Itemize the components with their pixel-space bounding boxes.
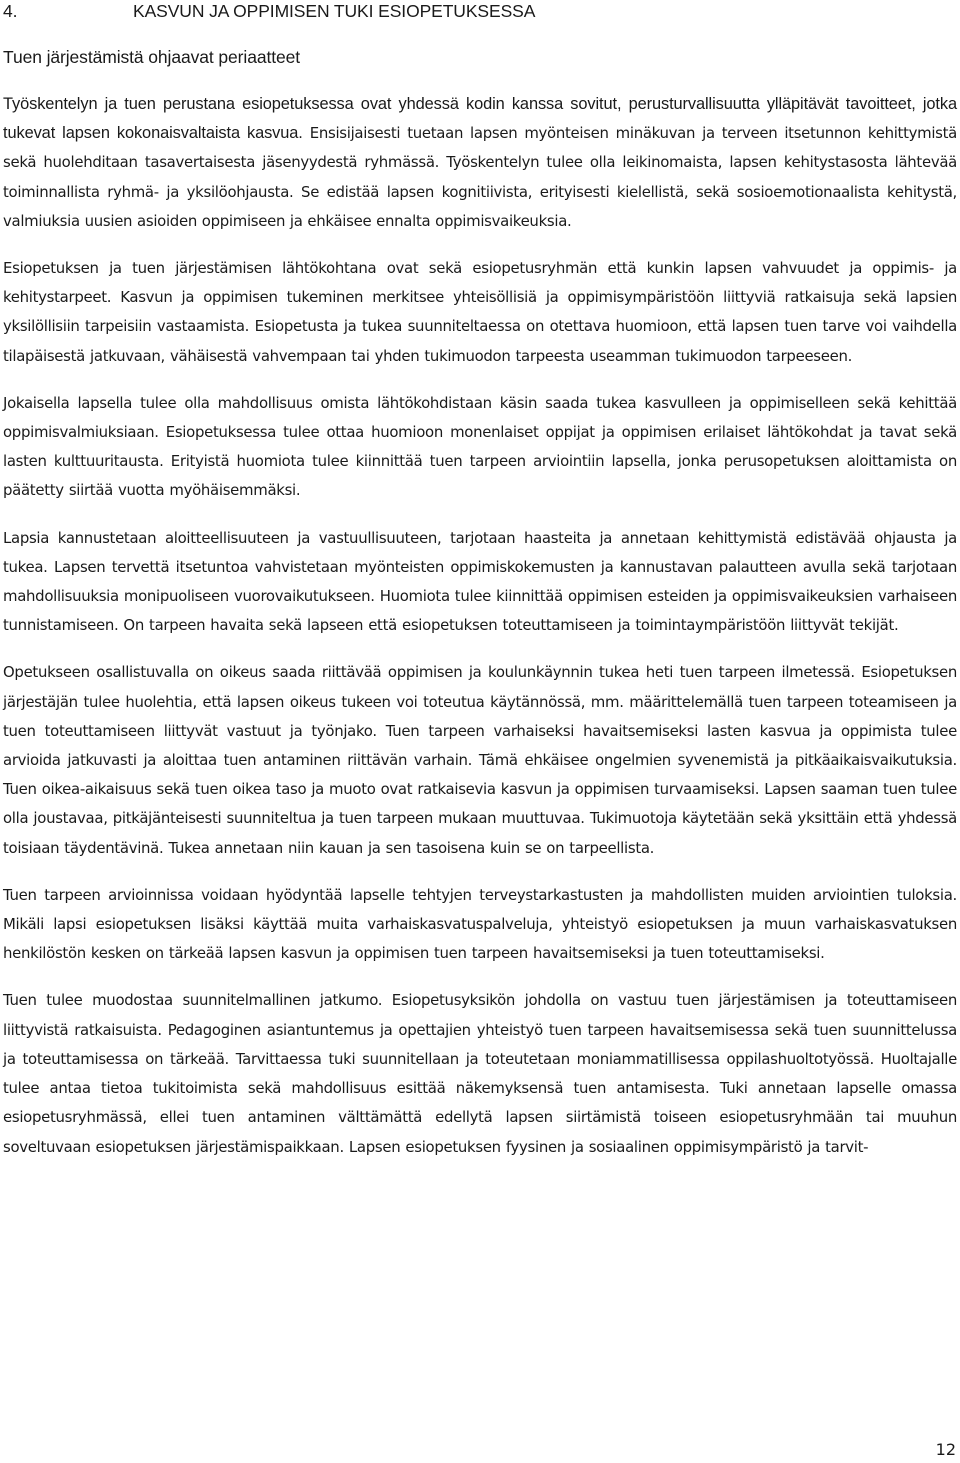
chapter-title: KASVUN JA OPPIMISEN TUKI ESIOPETUKSESSA (133, 1, 536, 21)
paragraph-2: Esiopetuksen ja tuen järjestämisen lähtökohtana ovat sekä esiopetusryhmän että kunkin lapsen vahvuudet ja oppimis- ja kehitystarpeet. Kasvun ja oppimisen tukeminen merkitsee yhteisöllisiä ja oppimisympäristöön liittyviä ratkaisuja sekä lapsien yksilöllisiin tarpeisiin vastaamista. Esiopetusta ja tukea suunniteltaessa on otettava huomioon, että lapsen tuen tarve voi vaihdella tilapäisestä jatkuvaan, vähäisestä vahvempaan tai yhden tukimuodon tarpeesta useamman tukimuodon tarpeeseen. (3, 259, 957, 365)
paragraph-1-body: Ensisijaisesti tuetaan lapsen myönteisen minäkuvan ja terveen itsetunnon kehittymistä sekä huolehditaan tasavertaisesta jäsenyydestä ryhmässä. Työskentelyn tulee olla leikinomaista, lapsen kehitystasosta lähtevää toiminnallista ryhmä- ja yksilöohjausta. Se edistää lapsen kognitiivista, erityisesti kielellistä, sekä sosioemotionaalista kehitystä, valmiuksia uusien asioiden oppimiseen ja ehkäisee ennalta oppimisvaikeuksia. (3, 124, 957, 230)
paragraph-1 (3, 90, 957, 236)
paragraph-3: Jokaisella lapsella tulee olla mahdollisuus omista lähtökohdistaan käsin saada tukea kasvulleen ja oppimiselleen sekä kehittää oppimisvalmiuksiaan. Esiopetuksessa tulee ottaa huomioon monenlaiset oppijat ja oppimisen erilaiset lähtökohdat ja tavat sekä lasten kulttuuritausta. Erityistä huomiota tulee kiinnittää tuen tarpeen arviointiin lapsella, jonka perusopetuksen aloittamista on päätetty siirtää vuotta myöhäisemmäksi. (3, 393, 957, 500)
paragraph-7: Tuen tulee muodostaa suunnitelmallinen jatkumo. Esiopetusyksikön johdolla on vastuu tuen järjestämisen ja toteuttamiseen liittyvistä ratkaisuista. Pedagoginen asiantuntemus ja opettajien yhteistyö tuen tarpeen havaitsemisessa sekä tuen suunnittelussa ja toteuttamisessa on tärkeää. Tarvittaessa tuki suunnitellaan ja toteutetaan moniammatillisessa oppilashuoltotyössä. Huoltajalle tulee antaa tietoa tukitoimista sekä mahdollisuus esittää näkemyksensä tuen antamisesta. Tuki annetaan lapselle omassa esiopetusryhmässä, ellei tuen antaminen välttämättä edellytä lapsen siirtämistä toiseen esiopetusryhmään tai muuhun soveltuvaan esiopetuksen järjestämispaikkaan. Lapsen esiopetuksen fyysinen ja sosiaalinen oppimisympäristö ja tarvit- (3, 991, 957, 1156)
paragraph-4: Lapsia kannustetaan aloitteellisuuteen ja vastuullisuuteen, tarjotaan haasteita ja annetaan kehittymistä edistävää ohjausta ja tukea. Lapsen tervettä itsetuntoa vahvistetaan myönteisten oppimiskokemusten ja kannustavan palautteen avulla sekä tarjotaan mahdollisuuksia monipuoliseen vuorovaikutukseen. Huomiota tulee kiinnittää oppimisen esteiden ja oppimisvaikeuksien varhaiseen tunnistamiseen. On tarpeen havaita sekä lapseen että esiopetuksen toteuttamiseen ja toimintaympäristöön liittyvät tekijät. (3, 528, 957, 635)
paragraph-6: Tuen tarpeen arvioinnissa voidaan hyödyntää lapselle tehtyjen terveystarkastusten ja mahdollisten muiden arviointien tuloksia. Mikäli lapsi esiopetuksen lisäksi käyttää muita varhaiskasvatuspalveluja, yhteistyö esiopetuksen ja muun varhaiskasvatuksen henkilöstön kesken on tärkeää lapsen kasvun ja oppimisen tuen tarpeen havaitsemiseksi ja tuen toteuttamiseksi. (3, 885, 957, 963)
paragraph-5: Opetukseen osallistuvalla on oikeus saada riittävää oppimisen ja koulunkäynnin tukea heti tuen tarpeen ilmetessä. Esiopetuksen järjestäjän tulee huolehtia, että lapsen oikeus tukeen voi toteutua käytännössä, mm. määrittelemällä tuen tarpeen toteamiseen ja tuen toteuttamiseen liittyvät vastuut ja työnjako. Tuen tarpeen varhaiseksi havaitsemiseksi lasten kasvua ja oppimista tulee arvioida jatkuvasti ja aloittaa tuen antaminen riittävän varhain. Tämä ehkäisee ongelmien syvenemistä ja pitkäaikaisvaikutuksia. Tuen oikea-aikaisuus sekä tuen oikea taso ja muoto ovat ratkaisevia kasvun ja oppimisen turvaamiseksi. Lapsen saaman tuen tulee olla joustavaa, pitkäjänteisesti suunniteltua ja tuen tarpeen mukaan muuttuvaa. Tukimuotoja käytetään sekä yksittäin että yhdessä toisiaan täydentävinä. Tukea annetaan niin kauan ja sen tasoisena kuin se on tarpeellista. (3, 663, 957, 857)
chapter-heading (3, 0, 957, 22)
document-page (3, 0, 957, 1162)
paragraph-1-intro: Työskentelyn ja tuen perustana esiopetuksessa ovat yhdessä kodin kanssa sovitut, perusturvallisuutta ylläpitävät tavoitteet, jotka tukevat lapsen kokonaisvaltaista kasvua. (3, 95, 957, 143)
section-heading: Tuen järjestämistä ohjaavat periaatteet (3, 47, 301, 67)
page-number: 12 (935, 1440, 956, 1459)
chapter-number: 4. (3, 1, 18, 21)
